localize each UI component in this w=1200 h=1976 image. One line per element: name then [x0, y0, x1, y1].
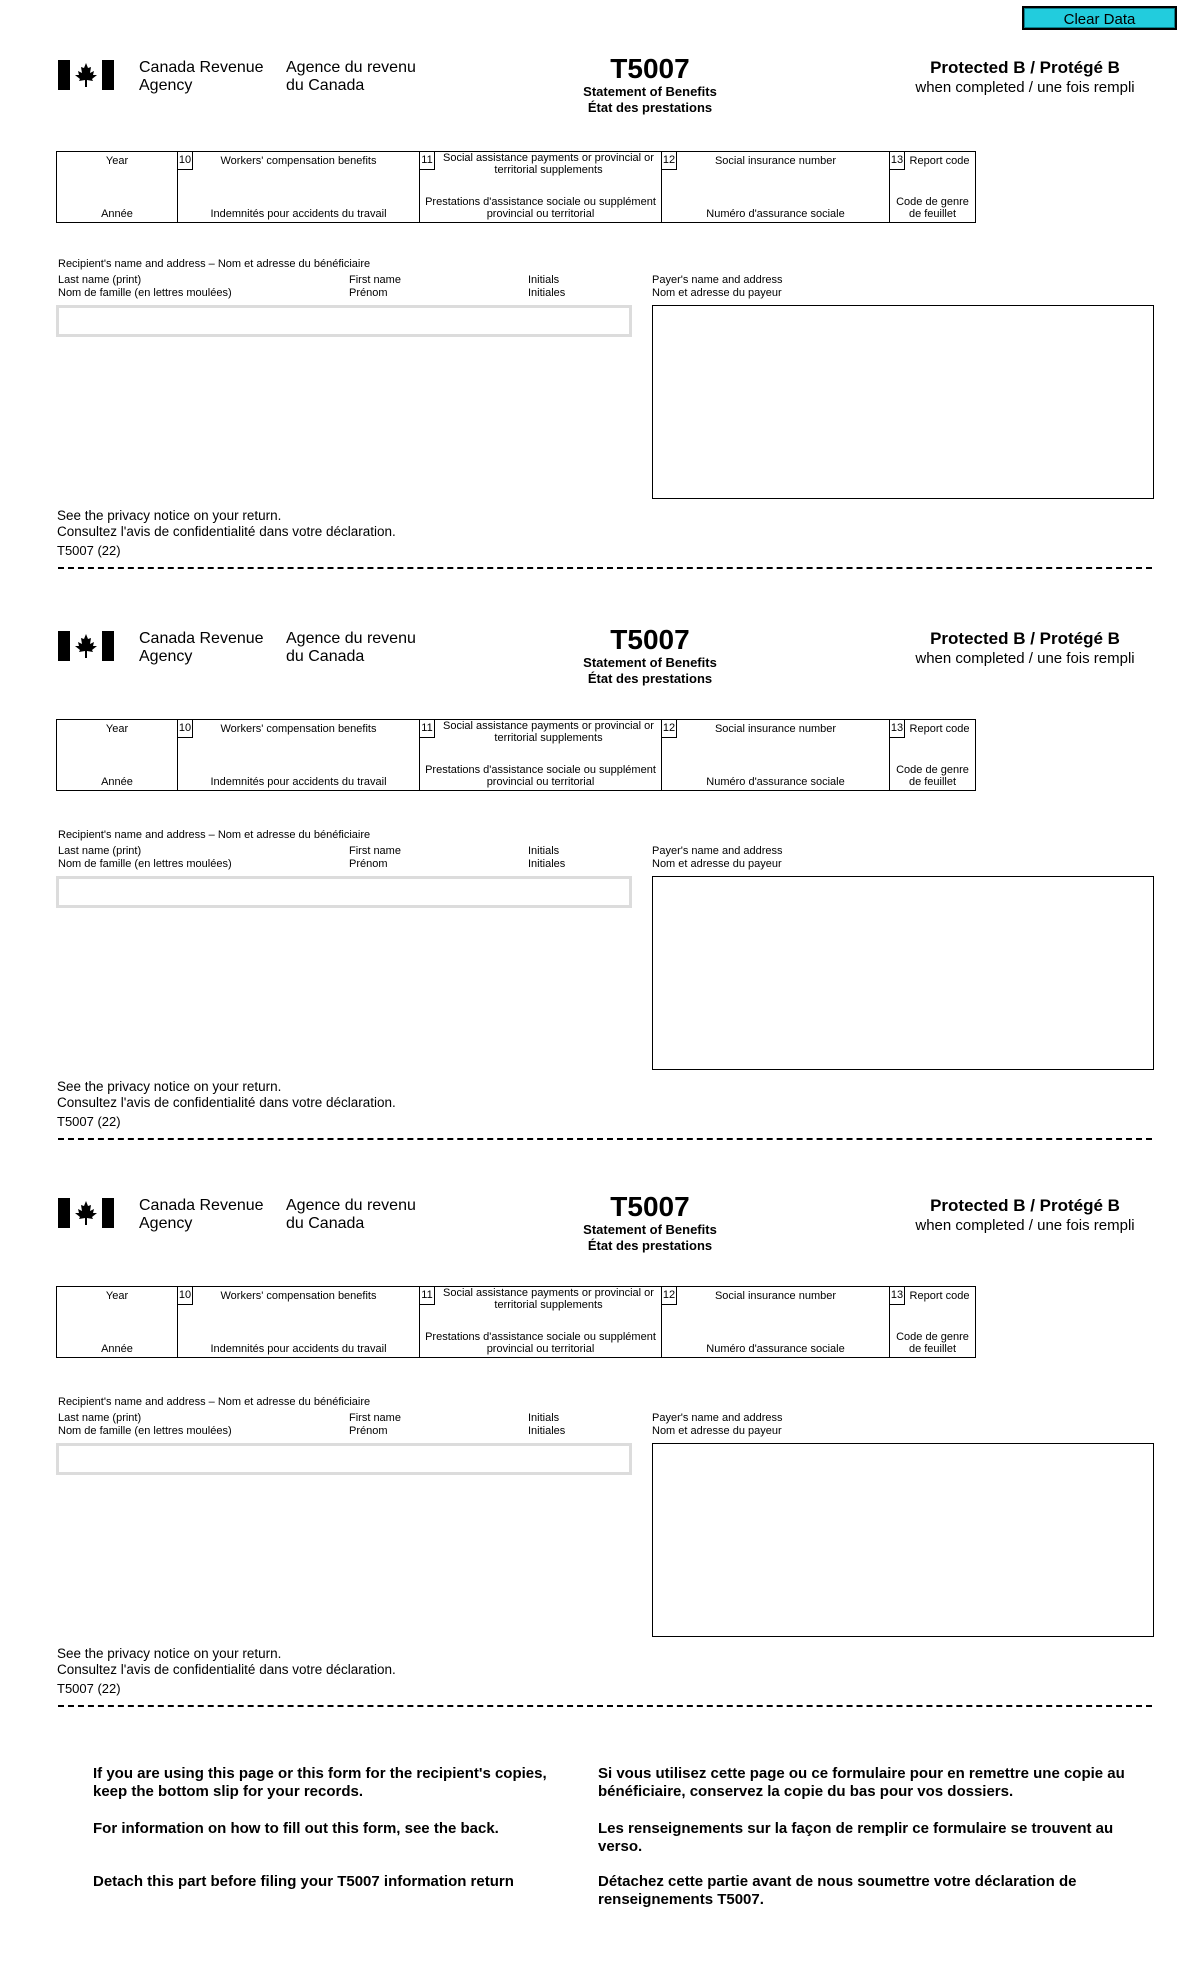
sin-field[interactable] [662, 151, 890, 223]
form-title-en: Statement of Benefits [583, 84, 717, 99]
protected-b-notice: Protected B / Protégé B when completed / une fois rempli [915, 1196, 1135, 1234]
recipient-header: Recipient's name and address – Nom et adresse du bénéficiaire [58, 829, 371, 841]
box-10-field[interactable] [178, 151, 420, 223]
tear-line [58, 1705, 1152, 1707]
form-title: T5007 Statement of Benefits État des prestations [583, 1191, 717, 1253]
report-code-field[interactable] [890, 151, 976, 223]
box-10-field[interactable]: 10 Workers' compensation benefits Indemnités pour accidents du travail [178, 1286, 420, 1358]
first-name-label: First name Prénom [349, 274, 401, 299]
agency-name-en: Canada Revenue Agency [139, 1197, 264, 1232]
year-field[interactable]: Year Année [56, 1286, 178, 1358]
agency-en-line2: Agency [139, 77, 193, 94]
slip-2 [0, 603, 1200, 1173]
report-code-field[interactable]: 13 Report code Code de genre de feuillet [890, 719, 976, 791]
agency-name-fr: Agence du revenu du Canada [286, 630, 416, 665]
initials-label: Initials Initiales [528, 274, 566, 299]
last-name-label: Last name (print) Nom de famille (en lettres moulées) [58, 845, 232, 870]
report-code-label-fr: Code de genre de feuillet [896, 196, 969, 220]
agency-en-line1: Canada Revenue [139, 59, 264, 76]
agency-fr-line2: du Canada [286, 77, 365, 94]
report-code-label-en: Report code [909, 155, 970, 167]
agency-name-en: Canada Revenue Agency [139, 630, 264, 665]
agency-name-en [139, 59, 264, 95]
sin-label-en: Social insurance number [714, 155, 837, 167]
box-number: 13 [890, 152, 905, 170]
canada-flag-icon [58, 1198, 114, 1228]
report-code-field[interactable]: 13 Report code Code de genre de feuillet [890, 1286, 976, 1358]
form-version: T5007 (22) [57, 1114, 121, 1129]
payer-address-input[interactable] [652, 305, 1154, 499]
protected-b-notice: Protected B / Protégé B when completed / une fois rempli [915, 629, 1135, 667]
box-11-field[interactable] [420, 151, 662, 223]
slip-1 [0, 32, 1200, 602]
box-11-field[interactable]: 11 Social assistance payments or provincial or territorial supplements Prestations d'assistance sociale ou supplément provincial ou territorial [420, 719, 662, 791]
initials-label: Initials Initiales [528, 1412, 566, 1437]
footer-fr-2: Les renseignements sur la façon de remplir ce formulaire se trouvent au verso. [598, 1820, 1114, 1855]
privacy-notice: See the privacy notice on your return. Consultez l'avis de confidentialité dans votre déclaration. [57, 508, 396, 539]
sin-field[interactable]: 12 Social insurance number Numéro d'assurance sociale [662, 719, 890, 791]
form-code: T5007 [610, 53, 690, 84]
box-10-label-fr: Indemnités pour accidents du travail [210, 208, 387, 220]
form-title-fr: État des prestations [587, 100, 713, 115]
box-10-field[interactable]: 10 Workers' compensation benefits Indemnités pour accidents du travail [178, 719, 420, 791]
privacy-notice: See the privacy notice on your return. Consultez l'avis de confidentialité dans votre déclaration. [57, 1079, 396, 1110]
box-number: 10 [178, 152, 193, 170]
clear-data-button[interactable]: Clear Data [1022, 6, 1177, 30]
box-11-label-en: Social assistance payments or provincial or territorial supplements [443, 152, 654, 176]
payer-label: Payer's name and address Nom et adresse du payeur [652, 1412, 783, 1437]
year-label-fr: Année [101, 208, 133, 220]
recipient-name-input[interactable] [56, 305, 632, 337]
first-name-label: First name Prénom [349, 1412, 401, 1437]
agency-name-fr [286, 59, 416, 95]
box-number: 11 [420, 152, 435, 170]
sin-field[interactable]: 12 Social insurance number Numéro d'assurance sociale [662, 1286, 890, 1358]
year-field[interactable]: Year Année [56, 719, 178, 791]
payer-address-input[interactable] [652, 876, 1154, 1070]
protected-b-notice [880, 58, 1170, 97]
footer-en-1: If you are using this page or this form for the recipient's copies, keep the bottom slip for your records. [93, 1765, 547, 1800]
agency-name-fr: Agence du revenu du Canada [286, 1197, 416, 1232]
payer-label: Payer's name and address Nom et adresse du payeur [652, 274, 783, 299]
box-number: 12 [662, 152, 677, 170]
box-11-label-fr: Prestations d'assistance sociale ou supplément provincial ou territorial [425, 196, 656, 220]
protected-note: when completed / une fois rempli [915, 79, 1135, 96]
agency-fr-line1: Agence du revenu [286, 59, 416, 76]
form-version: T5007 (22) [57, 1681, 121, 1696]
privacy-notice: See the privacy notice on your return. Consultez l'avis de confidentialité dans votre déclaration. [57, 1646, 396, 1677]
recipient-name-input[interactable] [56, 876, 632, 908]
tear-line [58, 567, 1152, 569]
initials-label: Initials Initiales [528, 845, 566, 870]
year-field[interactable] [56, 151, 178, 223]
first-name-label: First name Prénom [349, 845, 401, 870]
last-name-label: Last name (print) Nom de famille (en lettres moulées) [58, 1412, 232, 1437]
form-version: T5007 (22) [57, 543, 121, 558]
footer-en-2: For information on how to fill out this form, see the back. [93, 1820, 499, 1837]
payer-label: Payer's name and address Nom et adresse du payeur [652, 845, 783, 870]
footer-en-3: Detach this part before filing your T5007 information return [93, 1873, 514, 1890]
last-name-label: Last name (print) Nom de famille (en lettres moulées) [58, 274, 232, 299]
box-10-label-en: Workers' compensation benefits [220, 155, 377, 167]
form-title: T5007 Statement of Benefits État des prestations [583, 624, 717, 686]
recipient-header: Recipient's name and address – Nom et adresse du bénéficiaire [58, 1396, 371, 1408]
box-11-field[interactable]: 11 Social assistance payments or provincial or territorial supplements Prestations d'assistance sociale ou supplément provincial ou territorial [420, 1286, 662, 1358]
canada-flag-icon [58, 60, 114, 90]
form-title [570, 54, 730, 116]
recipient-name-input[interactable] [56, 1443, 632, 1475]
box-row [56, 151, 976, 225]
year-label-en: Year [105, 155, 129, 167]
slip-3 [0, 1170, 1200, 1740]
tear-line [58, 1138, 1152, 1140]
sin-label-fr: Numéro d'assurance sociale [706, 208, 845, 220]
box-row [56, 719, 976, 793]
footer-instructions [0, 1765, 1200, 1915]
protected-label: Protected B / Protégé B [930, 58, 1120, 77]
box-row [56, 1286, 976, 1360]
recipient-header: Recipient's name and address – Nom et adresse du bénéficiaire [58, 258, 371, 270]
footer-fr-1: Si vous utilisez cette page ou ce formulaire pour en remettre une copie au bénéficiaire, conservez la copie du bas pour vos dossiers. [598, 1765, 1125, 1800]
payer-address-input[interactable] [652, 1443, 1154, 1637]
canada-flag-icon [58, 631, 114, 661]
footer-fr-3: Détachez cette partie avant de nous soumettre votre déclaration de renseignements T5007. [598, 1873, 1077, 1908]
